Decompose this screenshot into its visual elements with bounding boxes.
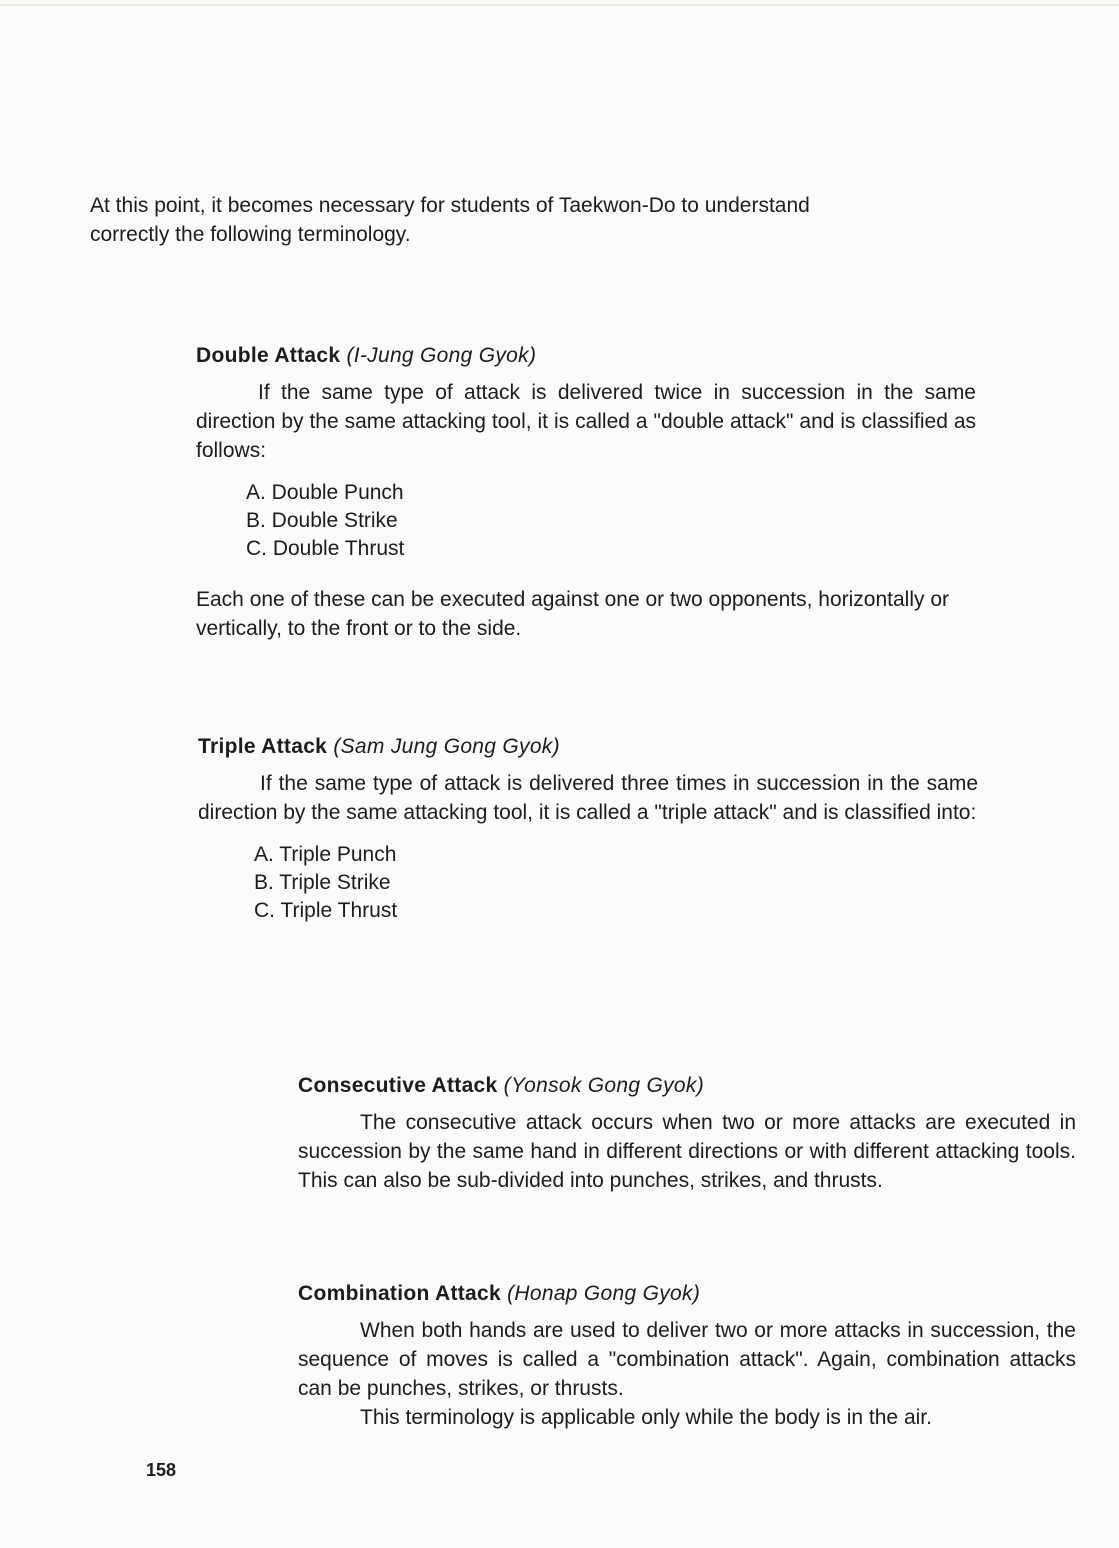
list-item: C. Triple Thrust <box>254 899 398 922</box>
combination-attack-title: Combination Attack <box>298 1282 501 1305</box>
list-item: C. Double Thrust <box>246 537 405 560</box>
list-item: A. Triple Punch <box>254 843 397 866</box>
triple-attack-subtitle: (Sam Jung Gong Gyok) <box>333 735 560 758</box>
combination-attack-subtitle: (Honap Gong Gyok) <box>507 1282 701 1305</box>
consecutive-attack-text: The consecutive attack occurs when two or more attacks are executed in succession by the same hand in different directions or with different attacking tools. This can also be sub-divided into punches, strikes, and thrusts. <box>298 1111 1076 1192</box>
triple-attack-heading <box>198 731 978 763</box>
list-item: B. Triple Strike <box>254 871 391 894</box>
triple-attack-list <box>198 841 978 925</box>
triple-attack-section <box>198 731 978 925</box>
consecutive-attack-title: Consecutive Attack <box>298 1074 498 1097</box>
page-edge-line <box>0 4 1119 6</box>
combination-attack-note: This terminology is applicable only while the body is in the air. <box>360 1406 932 1429</box>
page-number: 158 <box>146 1460 177 1480</box>
combination-attack-section <box>298 1278 1076 1432</box>
triple-attack-title: Triple Attack <box>198 735 328 758</box>
consecutive-attack-subtitle: (Yonsok Gong Gyok) <box>503 1074 704 1097</box>
double-attack-after-text: Each one of these can be executed against one or two opponents, horizontally or vertically, to the front or to the side. <box>196 588 950 640</box>
consecutive-attack-heading <box>298 1070 1076 1102</box>
double-attack-list <box>196 479 976 563</box>
double-attack-section <box>196 340 976 664</box>
double-attack-heading <box>196 340 976 372</box>
intro-paragraph: At this point, it becomes necessary for students of Taekwon-Do to understand correctly the following terminology. <box>90 194 810 246</box>
combination-attack-text: When both hands are used to deliver two or more attacks in succession, the sequence of moves is called a "combination attack". Again, combination attacks can be punches, strikes, or thrusts. <box>298 1319 1076 1400</box>
triple-attack-text: If the same type of attack is delivered three times in succession in the same direction by the same attacking tool, it is called a "triple attack" and is classified into: <box>198 772 978 824</box>
double-attack-text: If the same type of attack is delivered twice in succession in the same direction by the same attacking tool, it is called a "double attack" and is classified as follows: <box>196 381 976 462</box>
consecutive-attack-section <box>298 1070 1076 1195</box>
double-attack-title: Double Attack <box>196 344 341 367</box>
list-item: A. Double Punch <box>246 481 404 504</box>
list-item: B. Double Strike <box>246 509 398 532</box>
combination-attack-heading <box>298 1278 1076 1310</box>
double-attack-subtitle: (I-Jung Gong Gyok) <box>346 344 537 367</box>
